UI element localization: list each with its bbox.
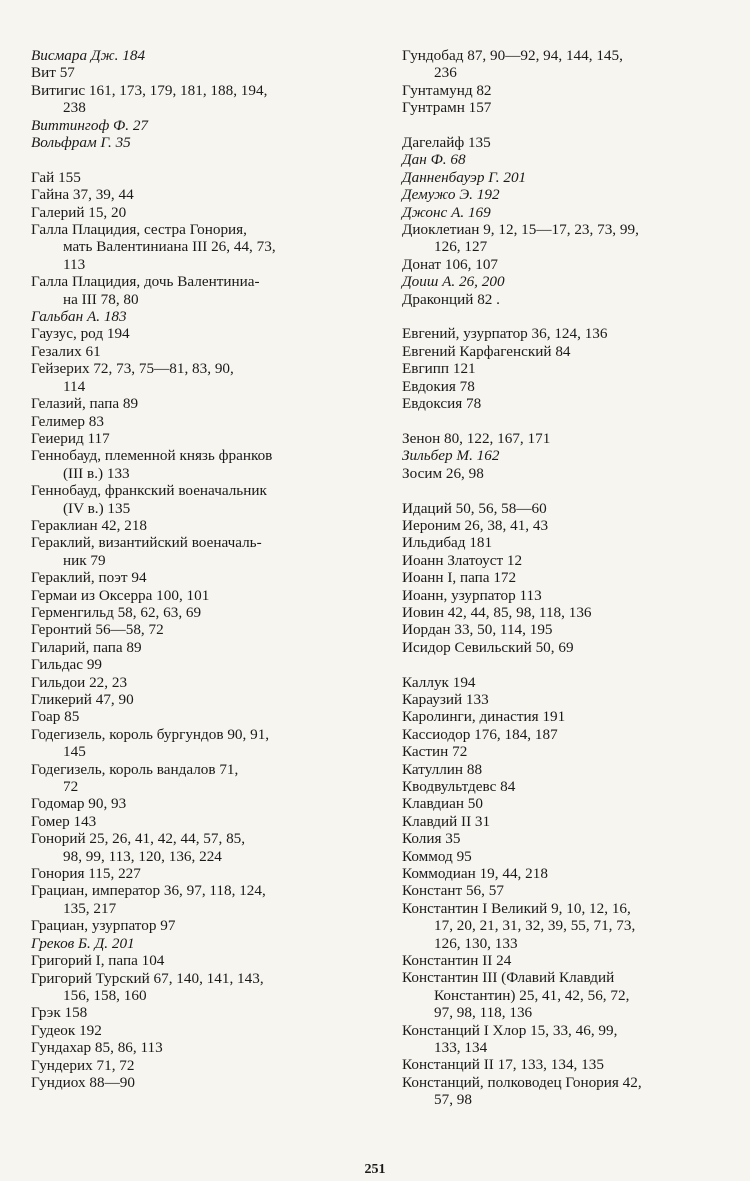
index-entry [31,343,356,360]
index-entry [31,865,356,882]
index-entry [31,447,356,482]
index-entry-line: Доиш А. 26, 200 [402,273,505,291]
index-entry [402,273,727,290]
index-entry-continuation: мать Валентиниана III 26, 44, 73, [63,238,276,256]
index-entry [402,639,727,656]
index-entry [31,621,356,638]
index-entry-line: Иероним 26, 38, 41, 43 [402,516,549,534]
index-entry [402,534,727,551]
index-entry-line: Геиерид 117 [31,429,110,447]
index-entry [31,64,356,81]
index-entry-line: Грациан, император 36, 97, 118, 124, [31,882,266,900]
index-entry [31,47,356,64]
index-entry-line: Диоклетиан 9, 12, 15—17, 23, 73, 99, [402,221,639,239]
index-entry [402,865,727,882]
index-entry [402,778,727,795]
index-entry-line: Галерий 15, 20 [31,203,127,221]
index-entry [402,691,727,708]
index-entry [402,900,727,952]
index-entry-line: Греков Б. Д. 201 [31,934,135,952]
index-entry-line: Гейзерих 72, 73, 75—81, 83, 90, [31,360,234,378]
index-entry [402,395,727,412]
index-entry-continuation: 114 [63,377,86,395]
index-entry [31,395,356,412]
index-entry [31,726,356,761]
index-entry-line: Галла Плацидия, дочь Валентиниа- [31,273,260,291]
index-entry [31,1057,356,1074]
index-entry-line: Дагелайф 135 [402,134,491,152]
index-entry-line: Константин I Великий 9, 10, 12, 16, [402,899,631,917]
index-entry-line: Гонория 115, 227 [31,865,141,883]
index-entry [402,761,727,778]
index-entry [31,813,356,830]
index-entry-line: Гунтамунд 82 [402,81,492,99]
index-entry-line: Грэк 158 [31,1004,88,1022]
index-entry [31,708,356,725]
index-entry-line: Гонорий 25, 26, 41, 42, 44, 57, 85, [31,830,246,848]
index-entry [31,360,356,395]
index-entry-line: Григорий Турский 67, 140, 141, 143, [31,969,264,987]
index-entry-line: Констанций I Хлор 15, 33, 46, 99, [402,1021,618,1039]
index-entry-line: Иоанн Златоуст 12 [402,551,523,569]
index-entry [31,430,356,447]
index-entry-line: Исидор Севильский 50, 69 [402,638,574,656]
index-entry-line: Евдокия 78 [402,377,475,395]
index-entry-line: Донат 106, 107 [402,255,499,273]
index-entry-line: Каролинги, династия 191 [402,708,566,726]
index-entry-continuation: Константин) 25, 41, 42, 56, 72, [434,986,630,1004]
index-entry [402,447,727,464]
index-entry [402,186,727,203]
index-entry-line: Констант 56, 57 [402,882,504,900]
index-entry [402,813,727,830]
index-entry [31,639,356,656]
index-entry-line: Коммод 95 [402,847,472,865]
index-entry-continuation: 57, 98 [434,1091,472,1109]
index-entry [402,604,727,621]
index-entry [31,830,356,865]
index-entry-line: Вит 57 [31,64,75,82]
index-entry-continuation: (III в.) 133 [63,464,130,482]
index-entry-line: Геронтий 56—58, 72 [31,621,164,639]
index-entry [31,1022,356,1039]
index-entry [402,82,727,99]
index-entry-line: Виттингоф Ф. 27 [31,116,149,134]
index-entry-line: Кводвультдевс 84 [402,777,516,795]
index-entry-line: Катуллин 88 [402,760,483,778]
index-entry-line: Иордан 33, 50, 114, 195 [402,621,553,639]
index-entry-line: Зенон 80, 122, 167, 171 [402,429,551,447]
index-entry [402,221,727,256]
index-entry-line: Кассиодор 176, 184, 187 [402,725,558,743]
index-entry [31,534,356,569]
index-entry-line: Гераклий, поэт 94 [31,569,147,587]
index-entry-line: Караузий 133 [402,690,489,708]
index-entry-line: Вольфрам Г. 35 [31,134,131,152]
index-entry-continuation: 238 [63,99,86,117]
index-entry [31,308,356,325]
index-entry-line: Иоанн I, папа 172 [402,569,517,587]
index-entry-line: Каллук 194 [402,673,476,691]
index-entry-line: Гомер 143 [31,812,97,830]
index-entry [31,117,356,134]
section-gap [402,482,727,499]
index-entry [31,325,356,342]
index-entry-line: Гераклий, византийский военачаль- [31,534,262,552]
index-entry [402,1056,727,1073]
section-gap [402,117,727,134]
index-entry [402,830,727,847]
index-entry-line: Годегизель, король бургундов 90, 91, [31,725,270,743]
index-entry [31,1039,356,1056]
index-entry-line: Гераклиан 42, 218 [31,516,148,534]
index-entry [402,99,727,116]
index-entry [31,882,356,917]
index-entry-continuation: 156, 158, 160 [63,986,147,1004]
index-entry [31,604,356,621]
index-entry-line: Висмара Дж. 184 [31,47,146,64]
index-entry-line: Гильдои 22, 23 [31,673,128,691]
index-entry-line: Гай 155 [31,168,81,186]
section-gap [402,413,727,430]
index-entry [31,221,356,273]
index-entry [402,343,727,360]
index-entry-line: Геннобауд, франкский военачальник [31,482,267,500]
index-entry [402,743,727,760]
index-entry-line: Дан Ф. 68 [402,151,466,169]
index-entry [402,674,727,691]
index-entry-line: Джонс А. 169 [402,203,491,221]
index-entry-continuation: 17, 20, 21, 31, 32, 39, 55, 71, 73, [434,917,636,935]
index-entry [402,291,727,308]
index-entry-continuation: 145 [63,743,86,761]
index-entry [31,517,356,534]
index-entry-line: Константин II 24 [402,952,512,970]
index-entry-continuation: 126, 127 [434,238,488,256]
index-entry-continuation: 113 [63,255,86,273]
index-entry-line: Колия 35 [402,830,461,848]
index-entry-line: Иоанн, узурпатор 113 [402,586,542,604]
index-entry [31,273,356,308]
index-entry-line: Гундобад 87, 90—92, 94, 144, 145, [402,47,623,64]
index-entry [31,134,356,151]
index-entry [31,970,356,1005]
index-entry [402,465,727,482]
index-entry-line: Грациан, узурпатор 97 [31,917,176,935]
page-number: 251 [364,1162,386,1177]
index-entry-line: Гелазий, папа 89 [31,395,139,413]
index-entry [31,482,356,517]
index-entry [402,1074,727,1109]
index-entry-continuation: (IV в.) 135 [63,499,131,517]
index-entry-continuation: 72 [63,778,79,796]
index-entry-line: Гиларий, папа 89 [31,638,142,656]
index-entry [402,47,727,82]
index-entry [402,517,727,534]
index-entry [402,134,727,151]
index-entry [402,848,727,865]
index-entry-line: Идаций 50, 56, 58—60 [402,499,547,517]
index-entry-line: Гелимер 83 [31,412,104,430]
index-entry [402,151,727,168]
index-entry [31,569,356,586]
index-entry-line: Данненбауэр Г. 201 [402,168,527,186]
index-entry-line: Гунтрамн 157 [402,99,492,117]
index-entry-line: Ильдибад 181 [402,534,493,552]
index-entry [402,378,727,395]
right-column [402,47,727,1109]
index-entry [402,726,727,743]
index-entry [402,569,727,586]
index-entry [31,952,356,969]
index-entry [402,325,727,342]
index-entry-line: Зосим 26, 98 [402,464,484,482]
index-entry-continuation: 97, 98, 118, 136 [434,1004,533,1022]
index-entry-continuation: 236 [434,64,457,82]
index-entry-line: Иовин 42, 44, 85, 98, 118, 136 [402,603,592,621]
index-entry [402,882,727,899]
index-entry [402,430,727,447]
index-entry-continuation: ник 79 [63,551,106,569]
index-entry [31,1074,356,1091]
index-entry-line: Гудеок 192 [31,1021,102,1039]
index-entry [402,708,727,725]
index-entry [402,621,727,638]
index-entry-line: Гундиох 88—90 [31,1073,135,1091]
index-entry-line: Гезалих 61 [31,342,101,360]
index-entry [31,795,356,812]
index-entry-line: Констанций II 17, 133, 134, 135 [402,1056,604,1074]
section-gap [402,308,727,325]
index-entry-line: Гаузус, род 194 [31,325,130,343]
index-entry-line: Кастин 72 [402,743,468,761]
index-entry-line: Гальбан А. 183 [31,308,127,326]
section-gap [402,656,727,673]
index-entry-line: Клавдиан 50 [402,795,483,813]
index-entry [31,691,356,708]
index-entry [31,204,356,221]
index-entry-line: Драконций 82 . [402,290,500,308]
index-entry-line: Гликерий 47, 90 [31,691,134,709]
index-entry-line: Витигис 161, 173, 179, 181, 188, 194, [31,81,268,99]
index-entry-line: Гундерих 71, 72 [31,1056,135,1074]
index-entry-line: Гоар 85 [31,708,80,726]
index-entry-line: Констанций, полководец Гонория 42, [402,1073,642,1091]
left-column [31,47,356,1091]
index-entry-line: Герменгильд 58, 62, 63, 69 [31,603,202,621]
index-entry-continuation: 98, 99, 113, 120, 136, 224 [63,847,222,865]
index-entry-line: Гундахар 85, 86, 113 [31,1039,163,1057]
index-entry [402,795,727,812]
index-entry [402,500,727,517]
index-entry-line: Демужо Э. 192 [402,186,500,204]
section-gap [31,151,356,168]
index-entry [31,587,356,604]
index-entry-continuation: 133, 134 [434,1039,488,1057]
index-entry [402,552,727,569]
index-entry-line: Евгений Карфагенский 84 [402,342,571,360]
index-entry [402,952,727,969]
index-entry [402,1022,727,1057]
index-entry [31,82,356,117]
index-entry-continuation: на III 78, 80 [63,290,139,308]
index-entry [31,186,356,203]
index-entry [402,256,727,273]
index-entry-line: Коммодиан 19, 44, 218 [402,865,548,883]
index-entry-continuation: 126, 130, 133 [434,934,518,952]
index-entry-line: Григорий I, папа 104 [31,952,165,970]
index-entry-line: Гильдас 99 [31,656,103,674]
index-entry [31,935,356,952]
index-entry [402,204,727,221]
index-entry [402,360,727,377]
index-entry [31,917,356,934]
index-entry-continuation: 135, 217 [63,899,117,917]
index-entry [402,587,727,604]
index-entry-line: Гермаи из Оксерра 100, 101 [31,586,210,604]
index-entry-line: Евгений, узурпатор 36, 124, 136 [402,325,608,343]
index-entry [31,413,356,430]
index-entry [31,761,356,796]
index-entry-line: Годомар 90, 93 [31,795,127,813]
index-entry-line: Константин III (Флавий Клавдий [402,969,615,987]
index-entry-line: Зильбер М. 162 [402,447,500,465]
index-entry [31,656,356,673]
index-entry [31,674,356,691]
index-entry [31,169,356,186]
index-entry-line: Геннобауд, племенной князь франков [31,447,273,465]
index-entry [402,969,727,1021]
index-entry [402,169,727,186]
index-entry-line: Клавдий II 31 [402,812,491,830]
index-entry-line: Годегизель, король вандалов 71, [31,760,239,778]
index-entry [31,1004,356,1021]
index-entry-line: Гайна 37, 39, 44 [31,186,134,204]
index-entry-line: Галла Плацидия, сестра Гонория, [31,221,247,239]
index-entry-line: Евдоксия 78 [402,395,482,413]
index-entry-line: Евгипп 121 [402,360,476,378]
